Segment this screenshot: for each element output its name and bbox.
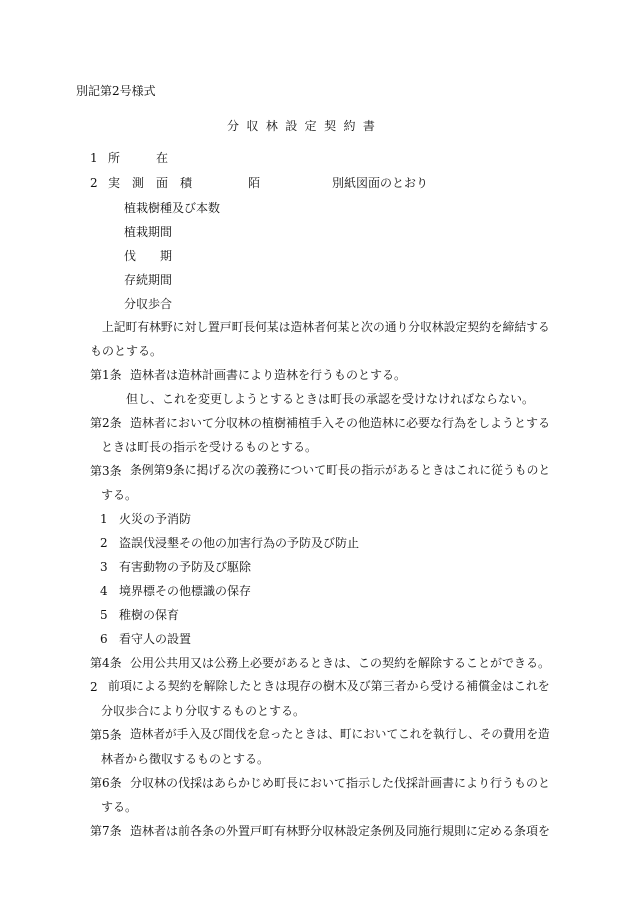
duty-number: 6 (100, 632, 108, 646)
article-4-heading: 第4条 (90, 656, 122, 670)
duty-text: 盗誤伐浸墾その他の加害行為の予防及び防止 (119, 536, 360, 550)
duty-number: 1 (100, 512, 108, 526)
duty-text: 有害動物の予防及び駆除 (119, 560, 252, 574)
duty-number: 5 (100, 608, 108, 622)
article-6-line-1: 分収林の伐採はあらかじめ町長において指示した伐採計画書により行うものと (130, 776, 551, 790)
article-5-line-2: 林者から徴収するものとする。 (101, 752, 270, 766)
area-unit: 陌 (248, 176, 261, 190)
item-number-2: 2 (90, 176, 98, 190)
duration-label: 存続期間 (124, 273, 173, 287)
form-label: 別記第2号様式 (76, 84, 156, 98)
duty-text: 稚樹の保育 (119, 608, 180, 622)
article-5-line-1: 造林者が手入及び間伐を怠ったときは、町においてこれを執行し、その費用を造 (130, 727, 550, 741)
preamble-line-2: ものとする。 (90, 344, 163, 358)
article-3-line-2: する。 (101, 488, 138, 502)
article-6-heading: 第6条 (90, 776, 122, 790)
felling-period-label: 伐 期 (124, 249, 173, 263)
duty-text: 看守人の設置 (119, 632, 192, 646)
article-1-proviso: 但し、これを変更しようとするときは町長の承認を受けなければならない。 (126, 392, 535, 406)
species-label: 植栽樹種及び本数 (124, 201, 221, 215)
article-1-heading: 第1条 (90, 368, 122, 382)
share-ratio-label: 分収歩合 (124, 297, 173, 311)
item-number-1: 1 (90, 151, 98, 165)
article-3-heading: 第3条 (90, 464, 122, 478)
article-1-text: 造林者は造林計画書により造林を行うものとする。 (130, 368, 407, 382)
article-4-paragraph-2-number: 2 (90, 680, 98, 694)
article-2-heading: 第2条 (90, 416, 122, 430)
article-5-heading: 第5条 (90, 728, 122, 742)
article-6-line-2: する。 (101, 800, 138, 814)
preamble-line-1: 上記町有林野に対し置戸町長何某は造林者何某と次の通り分収林設定契約を締結する (102, 320, 550, 334)
article-3-line-1: 条例第9条に掲げる次の義務について町長の指示があるときはこれに従うものと (130, 463, 551, 477)
duty-number: 3 (100, 560, 108, 574)
area-value: 別紙図面のとおり (332, 176, 429, 190)
document-title: 分 収 林 設 定 契 約 書 (227, 119, 377, 133)
planting-period-label: 植栽期間 (124, 225, 173, 239)
location-label: 所 在 (108, 151, 169, 165)
article-2-line-2: ときは町長の指示を受けるものとする。 (101, 440, 318, 454)
article-7-heading: 第7条 (90, 824, 122, 838)
article-7-line-1: 造林者は前各条の外置戸町有林野分収林設定条例及同施行規則に定める条項を (130, 824, 551, 838)
article-4-text: 公用公共用又は公務上必要があるときは、この契約を解除することができる。 (130, 656, 551, 670)
area-label: 実 測 面 積 (108, 176, 193, 190)
duty-number: 4 (100, 584, 108, 598)
article-4-paragraph-2-line-2: 分収歩合により分収するものとする。 (101, 704, 306, 718)
article-2-line-1: 造林者において分収林の植樹補植手入その他造林に必要な行為をしようとする (130, 416, 551, 430)
article-4-paragraph-2-line-1: 前項による契約を解除したときは現存の樹木及び第三者から受ける補償金はこれを (108, 679, 550, 693)
duty-text: 境界標その他標識の保存 (119, 584, 252, 598)
duty-text: 火災の予消防 (119, 512, 192, 526)
duty-number: 2 (100, 536, 108, 550)
